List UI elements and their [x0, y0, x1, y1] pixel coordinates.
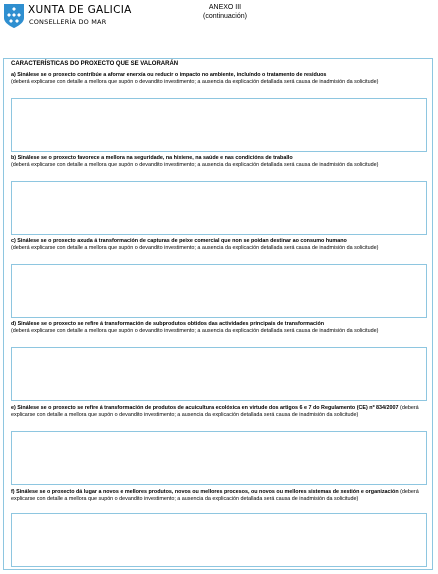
- section-b: [11, 155, 427, 168]
- section-a-answer-box[interactable]: [11, 98, 427, 152]
- section-b-note: (deberá explicarse con detalle a mellora que supón o devandito investimento; a ausencia da explicación detallada será causa de inadmisión da solicitude): [11, 161, 379, 168]
- section-e-text: [11, 405, 427, 418]
- section-e-note: (deberá explicarse con detalle a mellora que supón o devandito investimento; a ausencia da explicación detallada será causa de inadmisión da solicitude): [11, 405, 419, 418]
- section-c: [11, 238, 427, 251]
- annex-title: ANEXO III: [208, 4, 242, 11]
- section-f-note: (deberá explicarse con detalle a mellora que supón o devandito investimento; a ausencia da explicación detallada será causa de inadmisión da solicitude): [11, 489, 419, 502]
- section-b-answer-box[interactable]: [11, 181, 427, 235]
- section-d-text: [11, 321, 427, 334]
- section-e-heading: e) Sinálese se o proxecto se refire á transformación de produtos de acuicultura ecolóxica en virtude dos artigos 6 e 7 do Regulamento (CE) nº 834/2007: [11, 405, 399, 411]
- section-b-heading: b) Sinálese se o proxecto favorece a mellora na seguridade, na hixiene, na saúde e nas condicións de traballo: [11, 155, 293, 161]
- section-c-text: [11, 238, 427, 251]
- org-name: XUNTA DE GALICIA: [28, 4, 132, 16]
- section-a-note: (deberá explicarse con detalle a mellora que supón o devandito investimento; a ausencia da explicación detallada será causa de inadmisión da solicitude): [11, 78, 379, 85]
- section-a-text: [11, 72, 427, 85]
- section-a: [11, 72, 427, 85]
- annex-label: [190, 3, 260, 21]
- section-f: [11, 489, 427, 502]
- section-a-heading: a) Sinálese se o proxecto contribúe a aforrar enerxía ou reducir o impacto no ambiente, incluíndo o tratamento de residuos: [11, 72, 327, 78]
- section-d-heading: d) Sinálese se o proxecto se refire á transformación de subprodutos obtidos das actividades principais de transformación: [11, 321, 325, 327]
- document-header: [0, 0, 438, 50]
- section-f-heading: f) Sinálese se o proxecto dá lugar a novos e mellores produtos, novos ou mellores procesos, ou novos ou mellores sistemas de xestión e organización: [11, 489, 399, 495]
- section-d-note: (deberá explicarse con detalle a mellora que supón o devandito investimento; a ausencia da explicación detallada será causa de inadmisión da solicitude): [11, 327, 379, 334]
- section-c-note: (deberá explicarse con detalle a mellora que supón o devandito investimento; a ausencia da explicación detallada será causa de inadmisión da solicitude): [11, 244, 379, 251]
- section-b-text: [11, 155, 427, 168]
- section-c-heading: c) Sinálese se o proxecto axuda á transformación de capturas de peixe comercial que non se poidan destinar ao consumo humano: [11, 238, 347, 244]
- xunta-shield-icon: [3, 3, 25, 29]
- section-f-answer-box[interactable]: [11, 513, 427, 567]
- section-d: [11, 321, 427, 334]
- section-f-text: [11, 489, 427, 502]
- section-c-answer-box[interactable]: [11, 264, 427, 318]
- department-name: CONSELLERÍA DO MAR: [29, 18, 107, 26]
- annex-subtitle: (continuación): [203, 13, 247, 20]
- section-d-answer-box[interactable]: [11, 347, 427, 401]
- section-e-answer-box[interactable]: [11, 431, 427, 485]
- form-frame: [3, 58, 433, 570]
- form-title: CARACTERÍSTICAS DO PROXECTO QUE SE VALORARÁN: [11, 61, 179, 67]
- section-e: [11, 405, 427, 418]
